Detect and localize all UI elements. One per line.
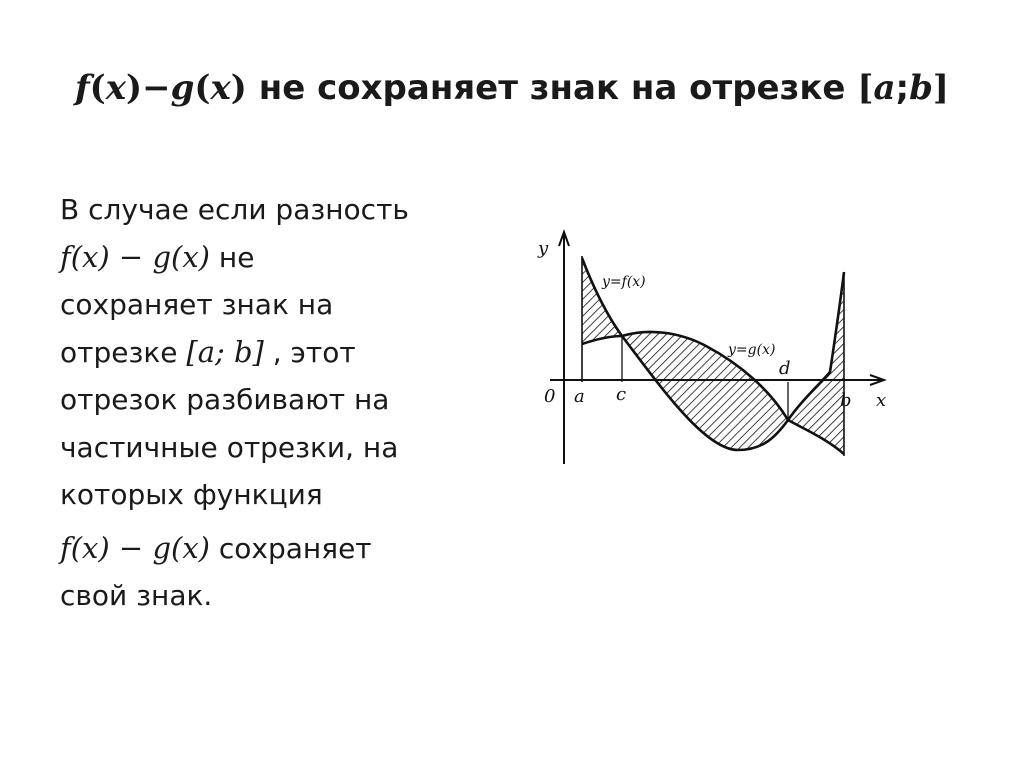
- body-line-1: В случае если разность: [60, 193, 409, 226]
- body-line-8: [60, 525, 480, 573]
- point-b-label: b: [840, 390, 852, 411]
- body-line-2: [60, 234, 480, 282]
- point-c-label: c: [616, 384, 627, 405]
- body-expression-2: f(x) − g(x): [60, 530, 210, 565]
- body-text: [60, 186, 480, 620]
- slide-title: f(x)−g(x) не сохраняет знак на отрезке [a;b]: [75, 68, 949, 108]
- title-x1: x: [105, 68, 127, 108]
- curve-g-label: y=g(x): [728, 342, 776, 358]
- title-text: не сохраняет знак на отрезке: [246, 68, 858, 108]
- shaded-region-d-b: [788, 276, 844, 454]
- y-axis-label: y: [538, 238, 549, 259]
- title-x2: x: [210, 68, 231, 108]
- title-b: b: [909, 68, 933, 108]
- body-line-8-tail: сохраняет: [210, 531, 372, 565]
- body-line-5: отрезок разбивают на: [60, 383, 390, 416]
- curve-f-label: y=f(x): [602, 274, 646, 290]
- body-line-4-tail: , этот: [263, 335, 356, 369]
- body-interval: [a; b]: [186, 334, 264, 369]
- x-axis-label: x: [876, 390, 887, 411]
- body-expression-1: f(x) − g(x): [60, 239, 210, 274]
- origin-label: 0: [544, 386, 556, 407]
- title-g: g: [170, 68, 195, 108]
- function-graph: [530, 224, 900, 474]
- body-line-4-head: отрезке: [60, 335, 187, 369]
- body-line-6: частичные отрезки, на: [60, 430, 399, 464]
- body-line-7: которых функция: [60, 478, 323, 511]
- body-line-9: свой знак.: [60, 579, 213, 612]
- title-semicolon: ;: [895, 68, 910, 108]
- point-d-label: d: [779, 358, 791, 379]
- body-line-2-tail: не: [210, 240, 255, 274]
- body-line-4: [60, 329, 480, 377]
- title-f: f: [75, 68, 90, 108]
- point-a-label: a: [574, 386, 585, 407]
- title-minus: −: [142, 68, 171, 108]
- title-a: a: [873, 68, 896, 108]
- body-line-3: сохраняет знак на: [60, 288, 334, 321]
